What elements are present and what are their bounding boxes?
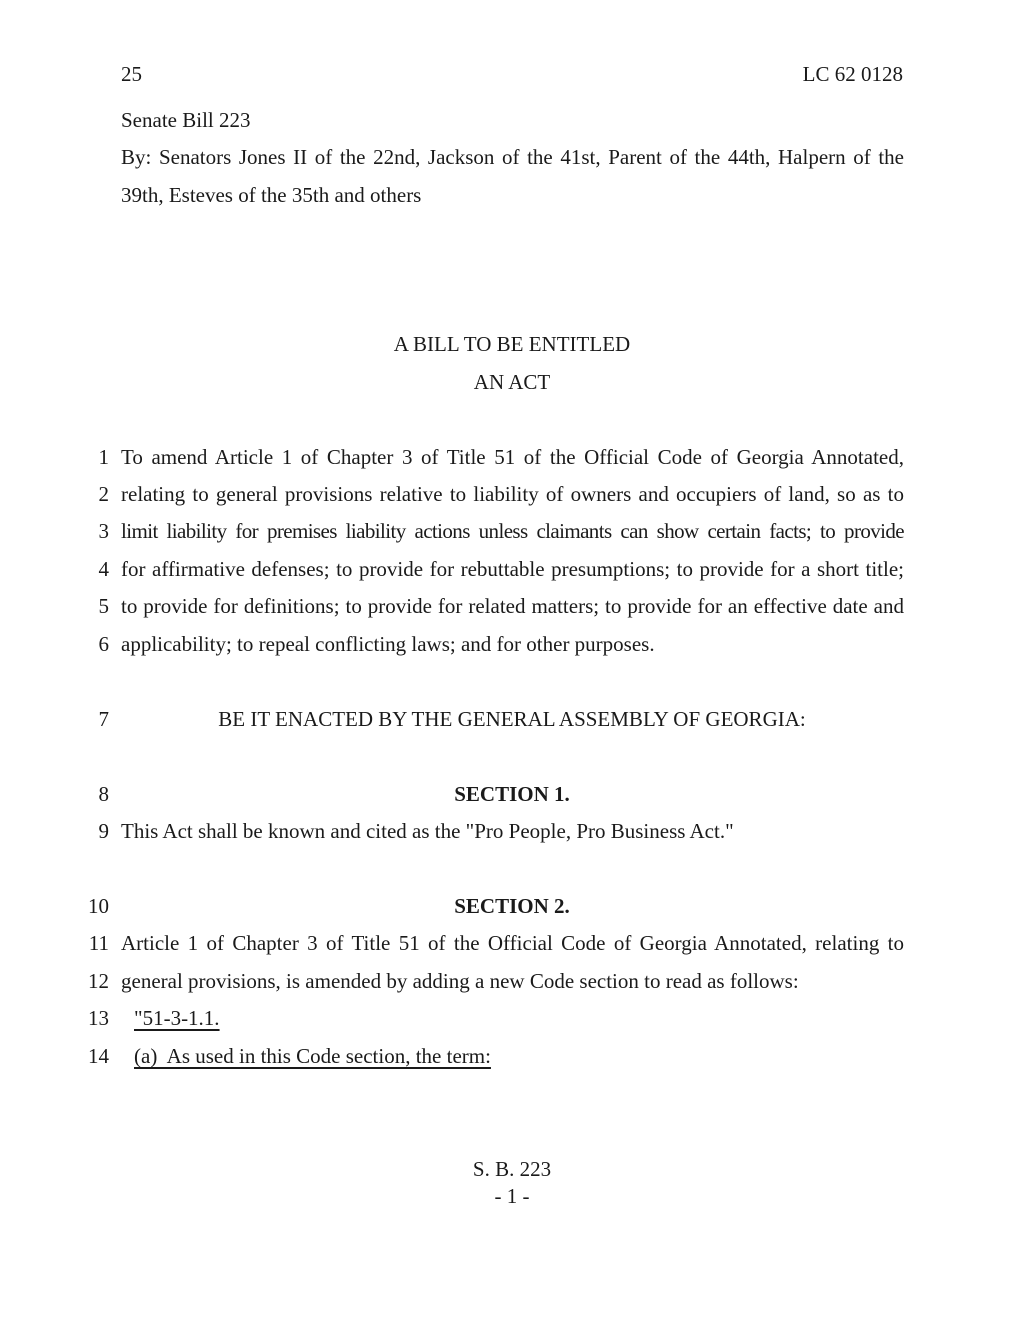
line-number: 10 (88, 894, 109, 918)
lc-code: LC 62 0128 (802, 62, 903, 86)
body-line: for affirmative defenses; to provide for rebuttable presumptions; to provide for a short title; (121, 557, 904, 581)
body-line: This Act shall be known and cited as the "Pro People, Pro Business Act." (121, 819, 734, 843)
sponsors-line-1: By: Senators Jones II of the 22nd, Jackson of the 41st, Parent of the 44th, Halpern of the (121, 145, 904, 169)
body-line: applicability; to repeal conflicting laws; and for other purposes. (121, 632, 655, 656)
body-line: limit liability for premises liability actions unless claimants can show certain facts; to provide (121, 519, 904, 543)
page-ref: 25 (121, 62, 142, 86)
line-number: 7 (98, 707, 109, 731)
line-number: 13 (88, 1006, 109, 1030)
section-2-heading: SECTION 2. (454, 894, 570, 918)
line-number: 14 (88, 1044, 109, 1068)
footer-page-number: - 1 - (494, 1184, 530, 1208)
line-number: 6 (98, 632, 109, 656)
code-section-number: "51-3-1.1. (134, 1006, 220, 1030)
line-number: 12 (88, 969, 109, 993)
body-line: To amend Article 1 of Chapter 3 of Title 51 of the Official Code of Georgia Annotated, (121, 445, 904, 469)
bill-title: Senate Bill 223 (121, 108, 251, 132)
line-number: 8 (98, 782, 109, 806)
body-line: to provide for definitions; to provide for related matters; to provide for an effective date and (121, 594, 904, 618)
footer-bill-ref: S. B. 223 (472, 1157, 552, 1181)
body-line: relating to general provisions relative to liability of owners and occupiers of land, so as to (121, 482, 904, 506)
line-number: 11 (88, 931, 109, 955)
line-number: 3 (98, 519, 109, 543)
bill-heading: A BILL TO BE ENTITLED (393, 332, 631, 356)
body-line: Article 1 of Chapter 3 of Title 51 of the Official Code of Georgia Annotated, relating to (121, 931, 904, 955)
line-number: 9 (98, 819, 109, 843)
section-1-heading: SECTION 1. (454, 782, 570, 806)
body-line: general provisions, is amended by adding a new Code section to read as follows: (121, 969, 799, 993)
definition-intro: (a) As used in this Code section, the term: (134, 1044, 491, 1068)
line-number: 4 (98, 557, 109, 581)
enacting-clause: BE IT ENACTED BY THE GENERAL ASSEMBLY OF GEORGIA: (218, 707, 806, 731)
sponsors-line-2: 39th, Esteves of the 35th and others (121, 183, 422, 207)
line-number: 1 (98, 445, 109, 469)
line-number: 2 (98, 482, 109, 506)
line-number: 5 (98, 594, 109, 618)
act-heading: AN ACT (473, 370, 551, 394)
